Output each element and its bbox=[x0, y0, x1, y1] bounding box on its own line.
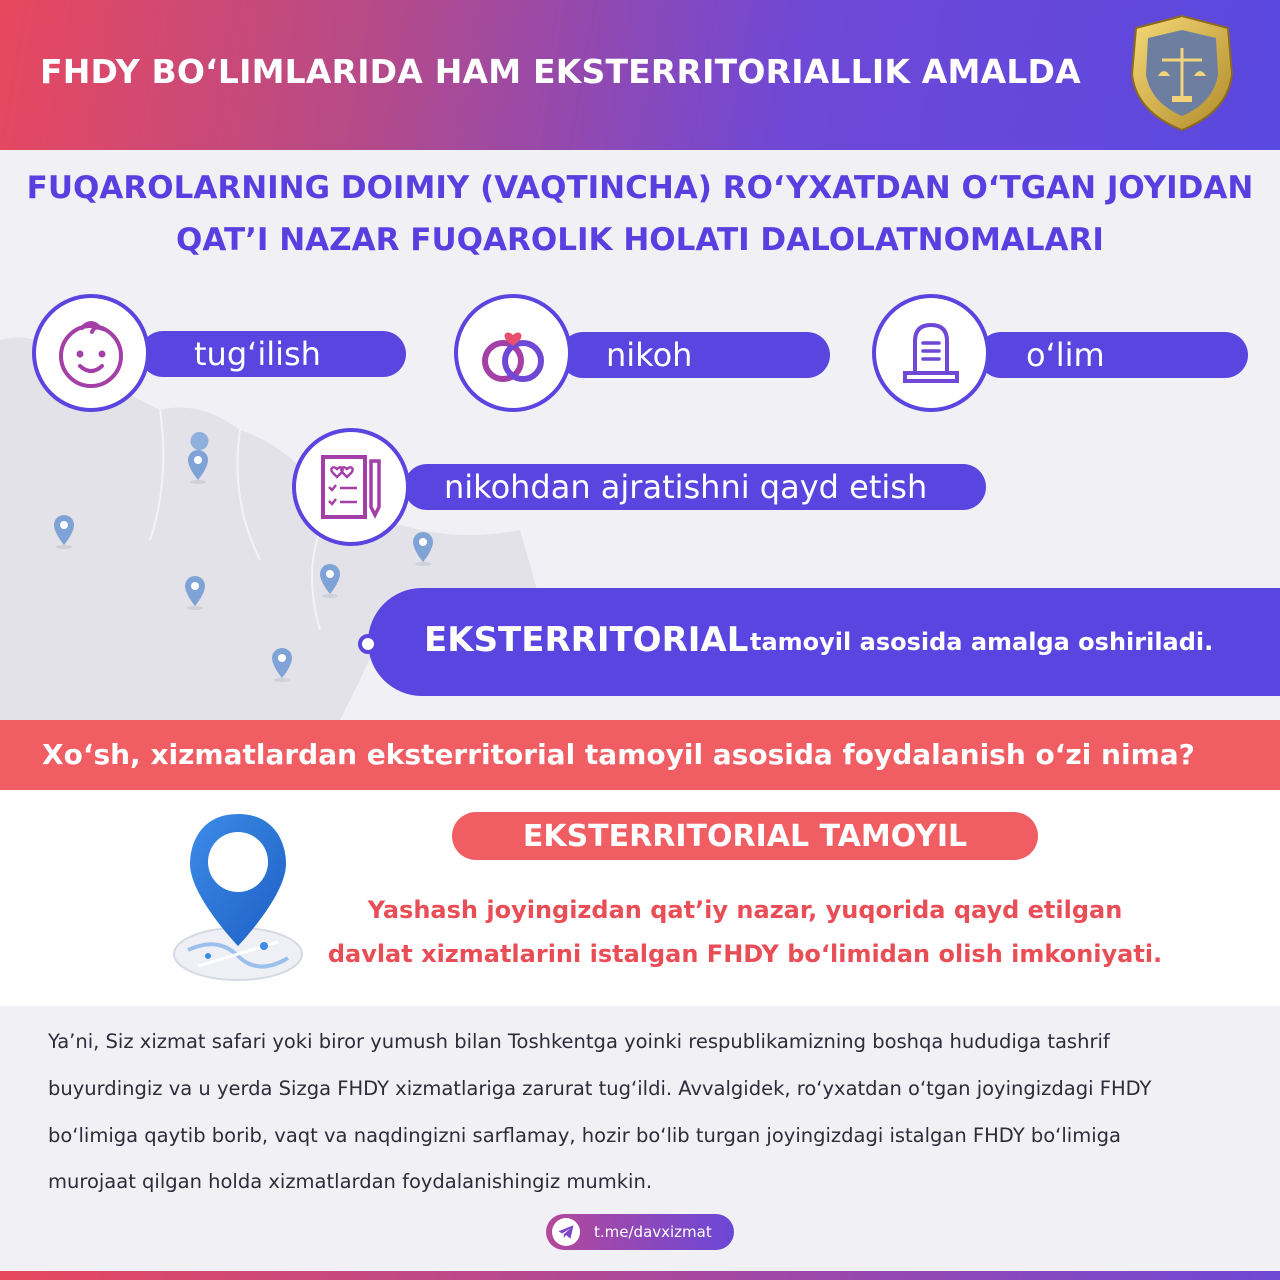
principle-text-line-1: Yashash joyingizdan qat’iy nazar, yuqorida qayd etilgan bbox=[367, 896, 1123, 924]
banner-rest-text: tamoyil asosida amalga oshiriladi. bbox=[750, 628, 1214, 656]
map-pin-icon bbox=[318, 562, 342, 598]
map-pin-icon bbox=[183, 574, 207, 610]
page-title: FHDY BOʻLIMLARIDA HAM EKSTERRITORIALLIK AMALDA bbox=[40, 52, 1081, 91]
paragraph-line-3: boʻlimiga qaytib borib, vaqt va naqdingizni sarflamay, hozir boʻlib turgan joyingizdagi istalgan FHDY boʻlimiga bbox=[48, 1124, 1121, 1147]
wedding-rings-icon bbox=[473, 313, 553, 393]
tombstone-icon bbox=[891, 313, 971, 393]
service-label-marriage: nikoh bbox=[606, 336, 693, 374]
paragraph-line-2: buyurdingiz va u yerda Sizga FHDY xizmatlariga zarurat tugʻildi. Avvalgidek, roʻyxatdan oʻtgan joyingizdagi FHDY bbox=[48, 1077, 1152, 1100]
principle-text-line-2: davlat xizmatlarini istalgan FHDY boʻlimidan olish imkoniyati. bbox=[327, 940, 1163, 968]
paragraph-line-4: murojaat qilgan holda xizmatlardan foydalanishingiz mumkin. bbox=[48, 1170, 653, 1193]
map-pin-icon bbox=[270, 646, 294, 682]
telegram-icon bbox=[552, 1218, 580, 1246]
service-pill-divorce bbox=[404, 464, 986, 510]
subtitle-line-1: FUQAROLARNING DOIMIY (VAQTINCHA) ROʻYXATDAN OʻTGAN JOYIDAN bbox=[26, 170, 1254, 206]
location-pin-map-icon bbox=[168, 806, 308, 986]
service-label-birth: tugʻilish bbox=[194, 335, 321, 373]
footer-bar bbox=[0, 1271, 1280, 1280]
service-pill-birth bbox=[140, 331, 406, 377]
service-circle-death bbox=[872, 294, 990, 412]
service-pill-marriage bbox=[560, 332, 830, 378]
paragraph-line-1: Ya’ni, Siz xizmat safari yoki biror yumush bilan Toshkentga yoinki respublikamizning boshqa hududiga tashrif bbox=[48, 1030, 1110, 1053]
subtitle-line-2: QAT’I NAZAR FUQAROLIK HOLATI DALOLATNOMALARI bbox=[176, 222, 1104, 258]
map-pin-icon bbox=[52, 513, 76, 549]
telegram-link[interactable] bbox=[546, 1214, 734, 1250]
ministry-emblem-icon bbox=[1128, 14, 1236, 132]
map-pin-icon bbox=[186, 448, 210, 484]
service-circle-marriage bbox=[454, 294, 572, 412]
service-label-divorce: nikohdan ajratishni qayd etish bbox=[444, 468, 928, 506]
divorce-document-icon bbox=[311, 447, 391, 527]
baby-face-icon bbox=[52, 314, 130, 392]
connector-dot bbox=[358, 634, 378, 654]
banner-strong-text: EKSTERRITORIAL bbox=[424, 620, 749, 660]
telegram-link-label: t.me/davxizmat bbox=[594, 1223, 712, 1241]
service-circle-birth bbox=[32, 294, 150, 412]
map-pin-icon bbox=[411, 530, 435, 566]
service-circle-divorce bbox=[292, 428, 410, 546]
service-pill-death bbox=[978, 332, 1248, 378]
service-label-death: oʻlim bbox=[1026, 336, 1105, 374]
principle-title-pill: EKSTERRITORIAL TAMOYIL bbox=[452, 812, 1038, 860]
question-text: Xoʻsh, xizmatlardan eksterritorial tamoyil asosida foydalanish oʻzi nima? bbox=[42, 738, 1195, 771]
